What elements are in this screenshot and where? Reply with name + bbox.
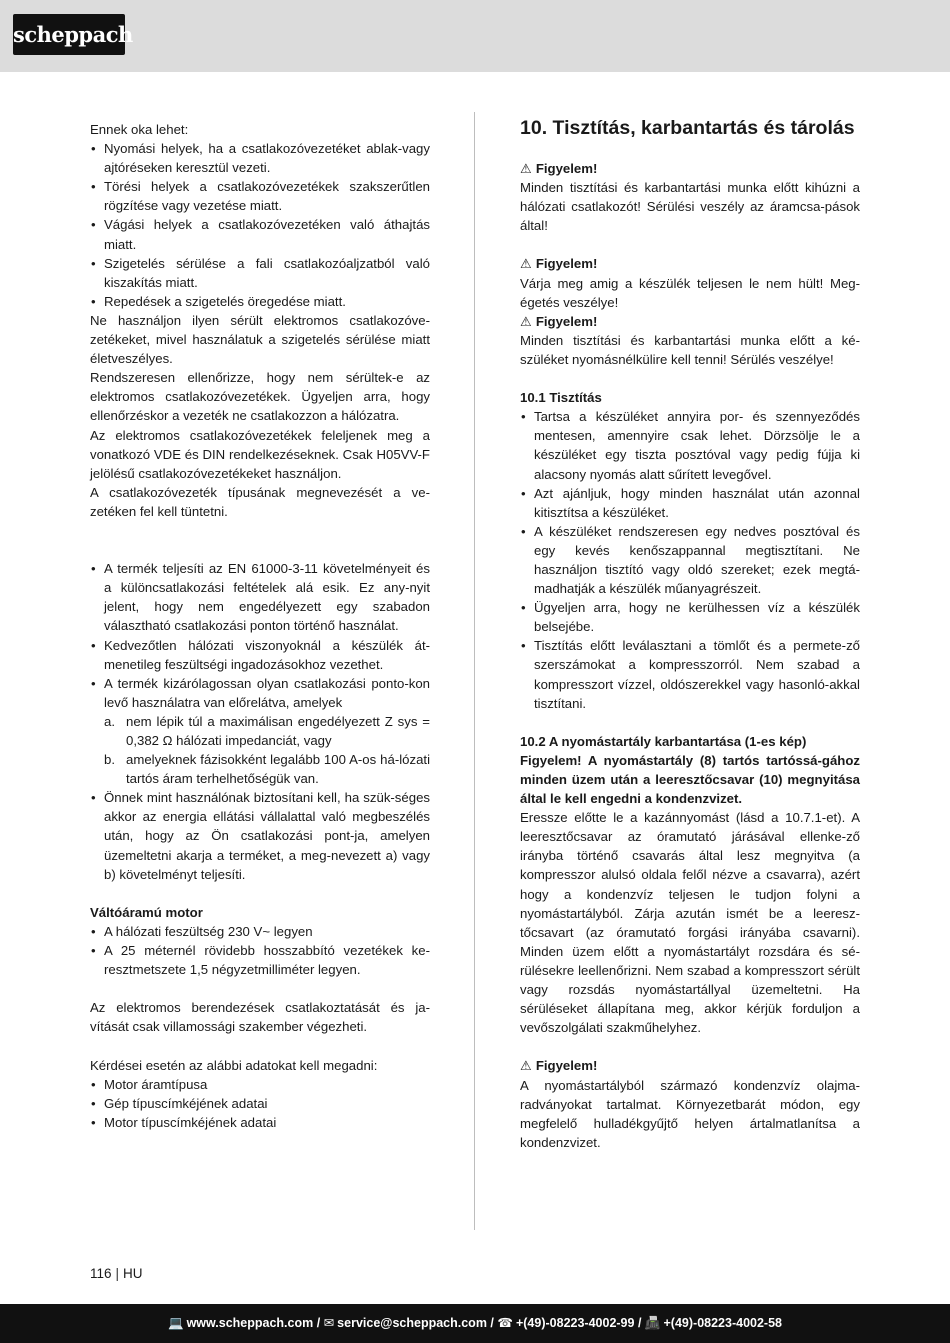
list-item: • Ügyeljen arra, hogy ne kerülhessen víz a készülék belsejébe. — [520, 598, 860, 636]
sub-list-item — [104, 750, 430, 788]
cleaning-list — [520, 407, 860, 713]
phone-icon: ☎ — [497, 1316, 513, 1330]
list-item: • Törési helyek a csatlakozóvezetékek szakszerűtlen rögzítése vagy vezetése miatt. — [90, 177, 430, 215]
warning-label: Figyelem! — [535, 313, 598, 329]
paragraph: Rendszeresen ellenőrizze, hogy nem sérültek-e az elektromos csatlakozóvezetékek. Ügyeljen arra, hogy ellenőrzéskor a vezeték ne csatlakozzon a hálózatra. — [90, 370, 430, 424]
mail-icon: ✉ — [323, 1316, 335, 1330]
list-item: • A termék teljesíti az EN 61000-3-11 követelményeit és a különcsatlakozási feltételek alá esik. Ez any-nyit jelent, hogy nem engedélyezett egy szabadon választható csatlakozási ponton történő használat. — [90, 559, 430, 635]
paragraph: Kérdései esetén az alábbi adatokat kell megadni: — [90, 1057, 378, 1073]
warning-label: Figyelem! — [535, 1058, 598, 1074]
causes-intro: Ennek oka lehet: — [90, 122, 189, 137]
column-divider — [474, 112, 475, 1230]
paragraph: Az elektromos csatlakozóvezetékek feleljenek meg a vonatkozó VDE és DIN rendelkezéseknek. Csak H05VV-F jelölésű csatlakozóvezetékeket használjon. — [90, 427, 430, 481]
page-language: HU — [123, 1266, 143, 1281]
sub-list-marker: a. — [104, 713, 115, 729]
left-column — [90, 120, 430, 1132]
warning-icon: ⚠ — [520, 161, 532, 176]
spacer — [90, 1037, 430, 1056]
paragraph: A csatlakozóvezeték típusának megnevezését a ve-zetéken fel kell tüntetni. — [90, 484, 430, 519]
spacer — [90, 884, 430, 903]
list-item: • A 25 méternél rövidebb hosszabbító vezetékek ke-resztmetszete 1,5 négyzetmilliméter legyen. — [90, 941, 430, 979]
list-item: • Motor típuscímkéjének adatai — [90, 1113, 430, 1132]
spacer — [520, 369, 860, 388]
warning-text: Várja meg amig a készülék teljesen le nem hült! Meg-égetés veszélye! — [520, 275, 860, 310]
spacer — [90, 540, 430, 559]
spacer — [520, 235, 860, 254]
computer-icon: 💻 — [168, 1316, 184, 1330]
list-item: • Kedvezőtlen hálózati viszonyoknál a készülék át-menetileg feszültségi ingadozásokhoz vezethet. — [90, 636, 430, 674]
warning-heading — [520, 159, 860, 178]
warning-heading — [520, 312, 860, 331]
warning-heading — [520, 1056, 860, 1075]
list-item: • A hálózati feszültség 230 V~ legyen — [90, 922, 430, 941]
bold-warning-paragraph: Figyelem! A nyomástartály (8) tartós tartóssá-gához minden üzem után a leeresztőcsavar (10) megnyitása által le kell engedni a kondenzvizet. — [520, 752, 860, 807]
paragraph: Az elektromos berendezések csatlakoztatását és ja-vítását csak villamossági szakember végezheti. — [90, 1000, 430, 1035]
footer-email: service@scheppach.com — [337, 1316, 487, 1330]
warning-text: Minden tisztítási és karbantartási munka előtt a ké-szüléket nyomásnélkülire kell tenni! Sérülés veszélye! — [520, 332, 860, 367]
footer-separator: / — [316, 1316, 321, 1330]
warning-icon: ⚠ — [520, 256, 532, 272]
footer-website: www.scheppach.com — [186, 1316, 314, 1330]
standards-list — [90, 559, 430, 884]
footer-separator: / — [490, 1316, 494, 1330]
fax-icon: 📠 — [644, 1316, 661, 1330]
list-item: • Szigetelés sérülése a fali csatlakozóaljzatból való kiszakítás miatt. — [90, 254, 430, 292]
motor-list — [90, 922, 430, 979]
warning-icon: ⚠ — [520, 313, 532, 329]
motor-heading: Váltóáramú motor — [90, 904, 203, 920]
warning-label: Figyelem! — [535, 161, 598, 176]
spacer — [90, 979, 430, 998]
list-item: • Motor áramtípusa — [90, 1075, 430, 1094]
warning-label: Figyelem! — [535, 256, 598, 272]
footer-separator: / — [637, 1316, 642, 1330]
warning-heading — [520, 254, 860, 273]
warning-text: Minden tisztítási és karbantartási munka előtt kihúzni a hálózati csatlakozót! Sérülési veszély az áramcsa-pások által! — [520, 180, 860, 234]
subsection-heading: 10.2 A nyomástartály karbantartása (1-es kép) — [520, 733, 807, 749]
list-item: • Önnek mint használónak biztosítani kell, ha szük-séges akkor az energia ellátási vállalattal való megbeszélés után, hogy az Ön csatlakozási pont-ja, amelyen üzemeltetni akarja a terméket, a meg-nevezett a) vagy b) követelményt teljesíti. — [90, 788, 430, 883]
page-number-value: 116 — [90, 1266, 112, 1281]
footer-fax: +(49)-08223-4002-58 — [663, 1316, 782, 1330]
list-item: • Gép típuscímkéjének adatai — [90, 1094, 430, 1113]
sub-list-text: amelyeknek fázisokként legalább 100 A-os há-lózati tartós áram terhelhetőségük van. — [126, 752, 430, 787]
causes-list — [90, 139, 430, 311]
list-item: • Repedések a szigetelés öregedése miatt. — [90, 292, 430, 311]
paragraph: Ne használjon ilyen sérült elektromos csatlakozóve-zetékeket, mivel használatuk a szigetelés sérülése miatt életveszélyes. — [90, 312, 430, 367]
list-item-text: A termék kizárólagossan olyan csatlakozási ponto-kon levő használatra van előrelátva, amelyek — [104, 675, 430, 710]
list-item: • Vágási helyek a csatlakozóvezetéken való áthajtás miatt. — [90, 215, 430, 253]
page-number — [90, 1264, 143, 1283]
sub-list-marker: b. — [104, 752, 115, 768]
list-item: • A készüléket rendszeresen egy nedves posztóval és egy kevés kenőszappannal megtisztítani. Ne használjon tisztító vagy oldó szereket; ezek megtá-madhatják a készülék műanyagrészeit. — [520, 522, 860, 598]
list-item — [90, 674, 430, 789]
page-separator: | — [115, 1266, 120, 1281]
list-item: • Tisztítás előtt leválasztani a tömlőt és a permete-ző szerszámokat a kompresszorról. Nem szabad a kompresszort vízzel, oldószerekkel vagy hasonló-akkal tisztítani. — [520, 636, 860, 712]
scheppach-logo: scheppach — [13, 14, 125, 55]
subsection-heading: 10.1 Tisztítás — [520, 390, 602, 406]
data-list — [90, 1075, 430, 1132]
sub-list-text: nem lépik túl a maximálisan engedélyezett Z sys = 0,382 Ω hálózati impedanciát, vagy — [126, 713, 430, 748]
section-title: 10. Tisztítás, karbantartás és tárolás — [520, 117, 855, 139]
list-item: • Tartsa a készüléket annyira por- és szennyeződés mentesen, amennyire csak lehet. Dörzsölje le a készüléket egy tiszta posztóval vagy pedig fújja ki alacsony nyomás alatt sűrített levegővel. — [520, 407, 860, 483]
right-column — [520, 116, 860, 1152]
footer-phone: +(49)-08223-4002-99 — [515, 1316, 635, 1330]
list-item: • Azt ajánljuk, hogy minden használat után azonnal kitisztítsa a készüléket. — [520, 484, 860, 522]
page-header — [0, 0, 950, 72]
paragraph: Eressze előtte le a kazánnyomást (lásd a 10.7.1-et). A leeresztőcsavar az óramutató járásával ellenke-ző irányba történő csavarás által lesz megnyitva (a kompresszor alulsó oldala felől nézve a csavarra), azért hogy a kondenzvíz teljesen le tudjon folyni a nyomástartályból. Zárja azután ismét be a leeresz-tőcsavart (az óramutató forgási irányába csavarni). Minden üzem előtt a nyomástartályt rozsdára és sé-rülésekre leellenőrizni. Nem szabad a kompresszort sérült vagy rozsdás nyomástartállyal üzemeltetni. Ha sérüléseket állapítana meg, akkor kérjük forduljon a vevőszolgálati szakműhelyhez. — [520, 810, 860, 1036]
spacer — [90, 521, 430, 540]
warning-text: A nyomástartályból származó kondenzvíz olajma-radványokat tartalmat. Környezetbarát módon, egy megfelelő hulladékgyűjtő helyen ártalmatlanítsa a kondenzvizet. — [520, 1077, 860, 1150]
warning-icon: ⚠ — [520, 1058, 532, 1074]
list-item: • Nyomási helyek, ha a csatlakozóvezetéket ablak-vagy ajtóréseken keresztül vezeti. — [90, 139, 430, 177]
page-footer — [0, 1304, 950, 1343]
spacer — [520, 1037, 860, 1056]
sub-list — [104, 712, 430, 788]
spacer — [520, 713, 860, 732]
sub-list-item — [104, 712, 430, 750]
